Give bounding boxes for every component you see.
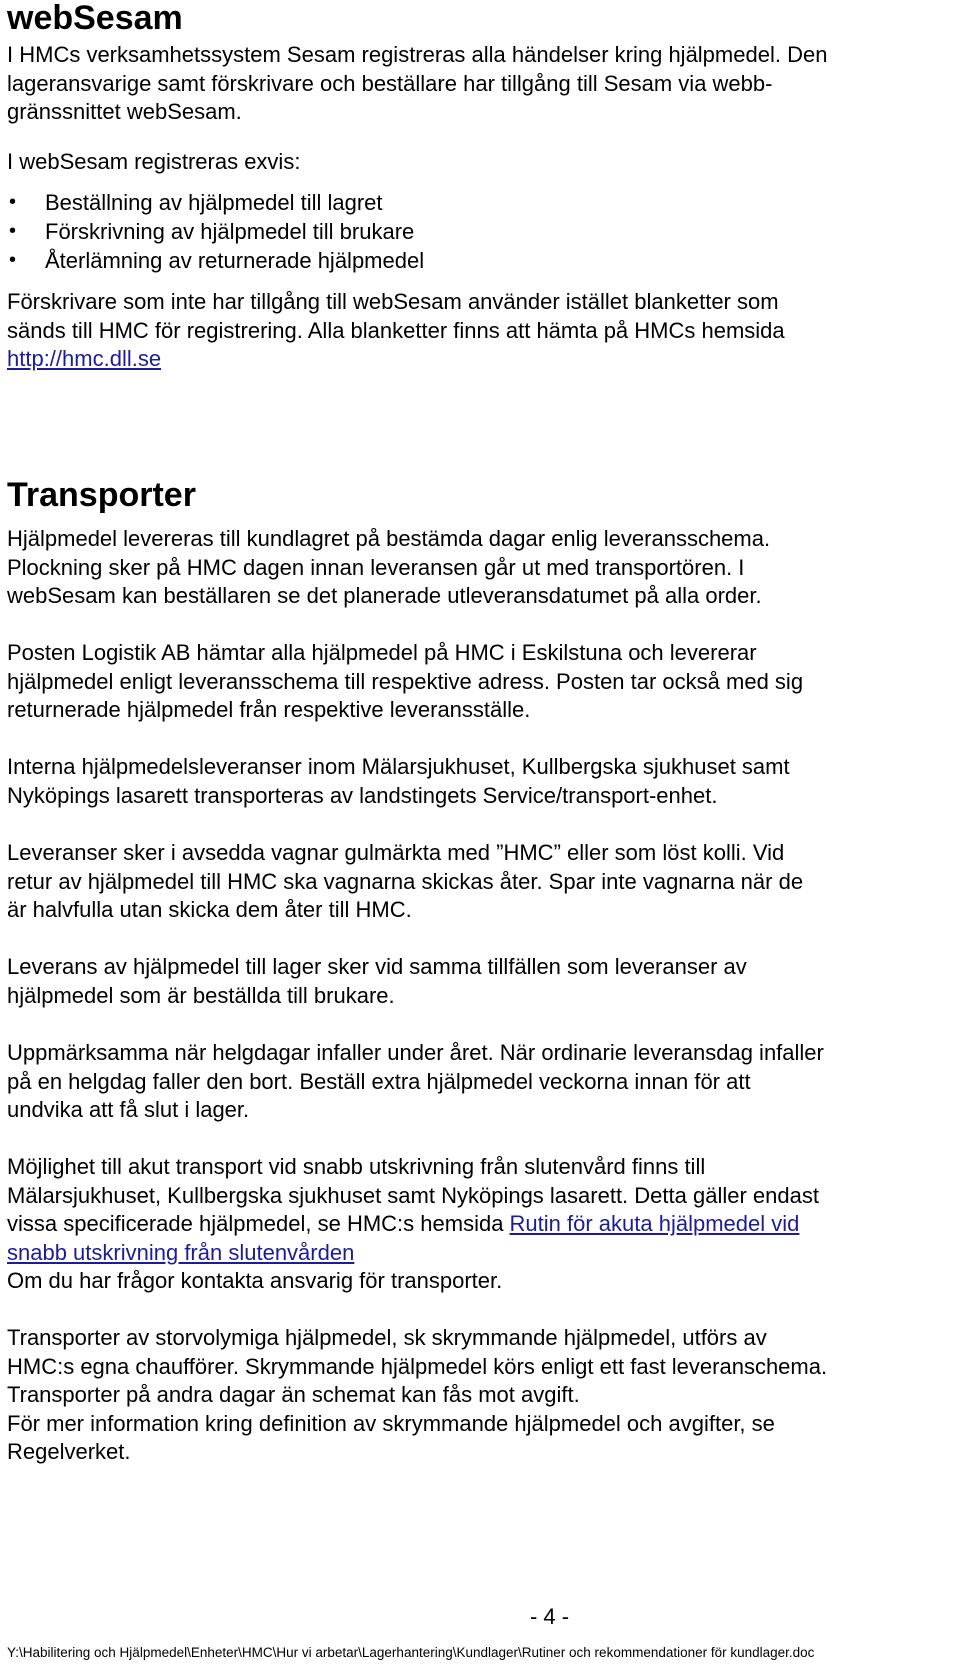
forskrivare-paragraph	[7, 288, 952, 374]
list-item: • Beställning av hjälpmedel till lagret	[7, 188, 424, 217]
text-line: Hjälpmedel levereras till kundlagret på bestämda dagar enlig leveransschema.	[7, 526, 771, 551]
transporter-paragraph-1	[7, 525, 952, 611]
registration-list	[7, 188, 424, 275]
text-line: hjälpmedel som är beställda till brukare.	[7, 982, 395, 1008]
akut-rutin-link[interactable]: Rutin för akuta hjälpmedel vid	[509, 1211, 800, 1236]
text-line: Om du har frågor kontakta ansvarig för transporter.	[7, 1268, 503, 1293]
text-line: undvika att få slut i lager.	[7, 1097, 250, 1122]
transporter-paragraph-3	[7, 753, 952, 810]
text-line	[7, 1210, 952, 1239]
list-intro	[7, 148, 952, 177]
text-line: I HMCs verksamhetssystem Sesam registreras alla händelser kring hjälpmedel. Den	[7, 42, 828, 67]
transporter-paragraph-7	[7, 1153, 952, 1296]
akut-rutin-link-continued[interactable]: snabb utskrivning från slutenvården	[7, 1239, 355, 1265]
text-line: är halvfulla utan skicka dem åter till HMC.	[7, 897, 412, 922]
text-line: Leverans av hjälpmedel till lager sker vid samma tillfällen som leveranser av	[7, 954, 747, 979]
text-line: Förskrivare som inte har tillgång till webSesam använder istället blanketter som	[7, 289, 779, 314]
text-line: Plockning sker på HMC dagen innan leveransen går ut med transportören. I	[7, 554, 745, 580]
text-line: För mer information kring definition av skrymmande hjälpmedel och avgifter, se	[7, 1410, 775, 1436]
text-line: Möjlighet till akut transport vid snabb utskrivning från slutenvård finns till	[7, 1154, 706, 1179]
text-line: HMC:s egna chaufförer. Skrymmande hjälpmedel körs enligt ett fast leveranschema.	[7, 1353, 828, 1379]
text-fragment: vissa specificerade hjälpmedel, se HMC:s hemsida	[7, 1211, 510, 1236]
text-line: på en helgdag faller den bort. Beställ extra hjälpmedel veckorna innan för att	[7, 1068, 751, 1094]
text-line: lageransvarige samt förskrivare och beställare har tillgång till Sesam via webb-	[7, 70, 773, 96]
list-item: • Förskrivning av hjälpmedel till brukare	[7, 217, 424, 246]
transporter-paragraph-2	[7, 639, 952, 725]
websesam-intro-paragraph	[7, 41, 952, 127]
transporter-paragraph-6	[7, 1039, 952, 1125]
text-line: hjälpmedel enligt leveransschema till respektive adress. Posten tar också med sig	[7, 668, 804, 694]
hmc-website-link[interactable]: http://hmc.dll.se	[7, 346, 162, 371]
text-line: Interna hjälpmedelsleveranser inom Mälarsjukhuset, Kullbergska sjukhuset samt	[7, 754, 790, 779]
transporter-paragraph-5	[7, 953, 952, 1010]
text-line: Regelverket.	[7, 1439, 131, 1464]
text-line: sänds till HMC för registrering. Alla blanketter finns att hämta på HMCs hemsida	[7, 317, 785, 343]
text-line: webSesam kan beställaren se det planerade utleveransdatumet på alla order.	[7, 583, 762, 608]
section-heading-transporter: Transporter	[7, 476, 196, 514]
footer-file-path: Y:\Habilitering och Hjälpmedel\Enheter\HMC\Hur vi arbetar\Lagerhantering\Kundlager\Rutiner och rekommendationer för kundlager.doc	[7, 1645, 815, 1660]
transporter-paragraph-8	[7, 1324, 952, 1467]
section-heading-websesam: webSesam	[7, 0, 183, 37]
list-item: • Återlämning av returnerade hjälpmedel	[7, 246, 424, 275]
text-line: Leveranser sker i avsedda vagnar gulmärkta med ”HMC” eller som löst kolli. Vid	[7, 840, 785, 865]
text-line: gränssnittet webSesam.	[7, 99, 242, 124]
text-line: Transporter på andra dagar än schemat kan fås mot avgift.	[7, 1382, 580, 1407]
text-line: retur av hjälpmedel till HMC ska vagnarna skickas åter. Spar inte vagnarna när de	[7, 868, 804, 894]
text-line: Posten Logistik AB hämtar alla hjälpmedel på HMC i Eskilstuna och levererar	[7, 640, 757, 665]
text-line: Mälarsjukhuset, Kullbergska sjukhuset samt Nyköpings lasarett. Detta gäller endast	[7, 1182, 819, 1208]
text-line: I webSesam registreras exvis:	[7, 149, 301, 174]
text-line: returnerade hjälpmedel från respektive leveransställe.	[7, 697, 531, 722]
transporter-paragraph-4	[7, 839, 952, 925]
text-line: Nyköpings lasarett transporteras av landstingets Service/transport-enhet.	[7, 782, 718, 808]
page-number: - 4 -	[529, 1604, 570, 1629]
text-line: Transporter av storvolymiga hjälpmedel, sk skrymmande hjälpmedel, utförs av	[7, 1325, 767, 1350]
text-line: Uppmärksamma när helgdagar infaller under året. När ordinarie leveransdag infaller	[7, 1040, 824, 1065]
